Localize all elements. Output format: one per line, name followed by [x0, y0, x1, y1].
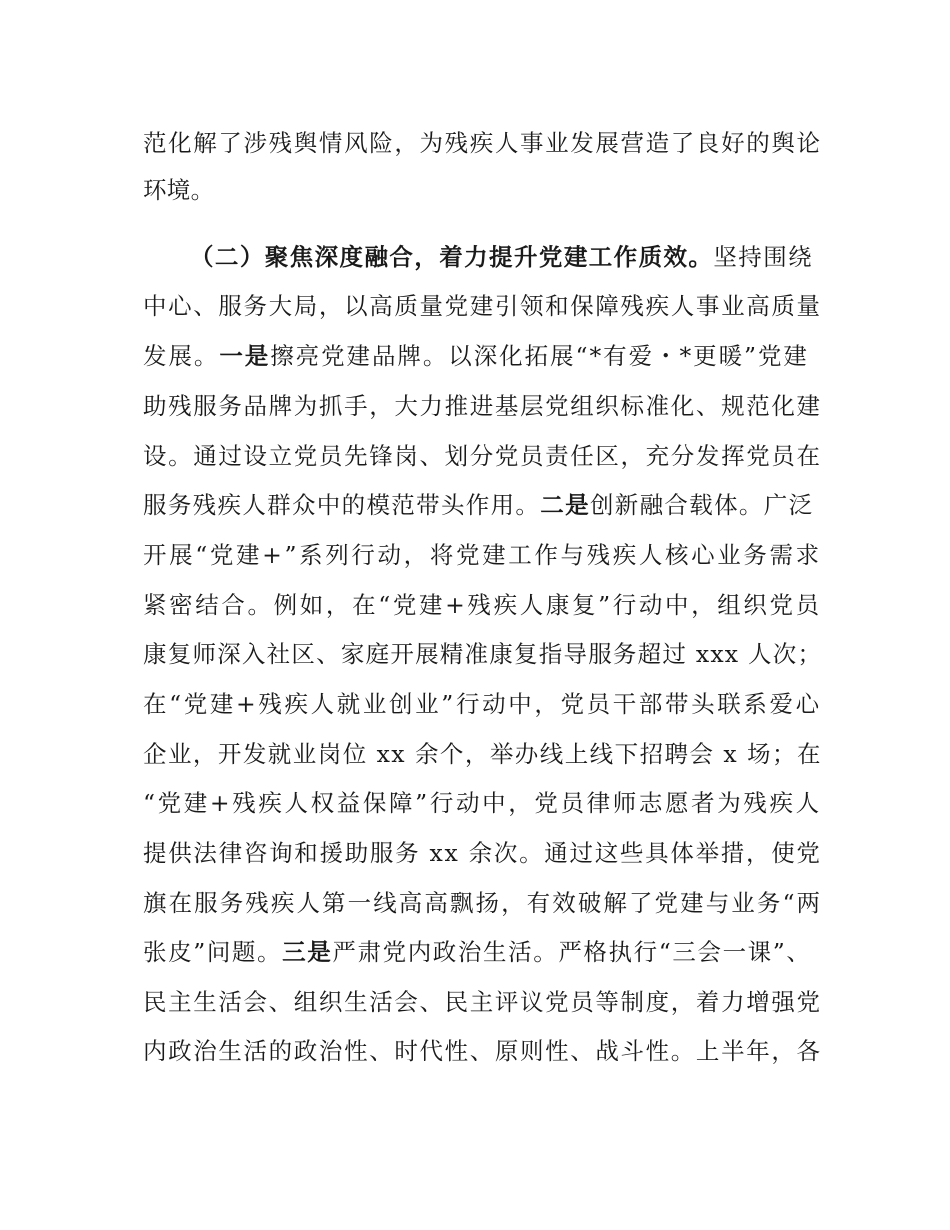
text-fragment: 张皮”问题。: [143, 938, 283, 966]
text-line: 旗在服务残疾人第一线高高飘扬，有效破解了党建与业务“两: [143, 889, 823, 917]
text-line: 环境。: [143, 176, 215, 204]
text-fragment: 发展。: [143, 342, 220, 370]
text-fragment: 创新融合载体。广泛: [589, 491, 814, 519]
text-line: 康复师深入社区、家庭开展精准康复指导服务超过 xxx 人次；: [143, 640, 823, 668]
section-heading: （二）聚焦深度融合，着力提升党建工作质效。: [190, 243, 714, 271]
text-fragment: 坚持围绕: [713, 243, 814, 271]
text-line: [143, 340, 809, 372]
text-fragment: 严肃党内政治生活。严格执行“三会一课”、: [332, 938, 812, 966]
text-line: 紧密结合。例如，在“党建+残疾人康复”行动中，组织党员: [143, 591, 822, 619]
text-line: [143, 936, 812, 968]
text-line: [143, 489, 813, 521]
text-line: 中心、服务大局，以高质量党建引领和保障残疾人事业高质量: [143, 292, 822, 320]
text-line: 设。通过设立党员先锋岗、划分党员责任区，充分发挥党员在: [143, 442, 822, 470]
list-marker: 二是: [540, 491, 590, 519]
text-line: 在“党建+残疾人就业创业”行动中，党员干部带头联系爱心: [143, 690, 822, 718]
text-line: 开展“党建+”系列行动，将党建工作与残疾人核心业务需求: [143, 541, 822, 569]
text-fragment: 擦亮党建品牌。以深化拓展“*有爱・*更暖”党建: [270, 342, 809, 370]
list-marker: 一是: [219, 342, 271, 370]
text-line: 民主生活会、组织生活会、民主评议党员等制度，着力增强党: [143, 988, 822, 1016]
text-line: 助残服务品牌为抓手，大力推进基层党组织标准化、规范化建: [143, 392, 822, 420]
text-line: 提供法律咨询和援助服务 xx 余次。通过这些具体举措，使党: [143, 839, 822, 867]
text-line: “党建+残疾人权益保障”行动中，党员律师志愿者为残疾人: [143, 789, 822, 817]
text-line: 企业，开发就业岗位 xx 余个，举办线上线下招聘会 x 场；在: [143, 740, 822, 768]
list-marker: 三是: [282, 938, 333, 966]
section-heading-line: [190, 241, 813, 273]
text-fragment: 服务残疾人群众中的模范带头作用。: [143, 491, 541, 519]
text-line: 范化解了涉残舆情风险，为残疾人事业发展营造了良好的舆论: [143, 129, 822, 157]
text-line: 内政治生活的政治性、时代性、原则性、战斗性。上半年，各: [143, 1037, 822, 1065]
